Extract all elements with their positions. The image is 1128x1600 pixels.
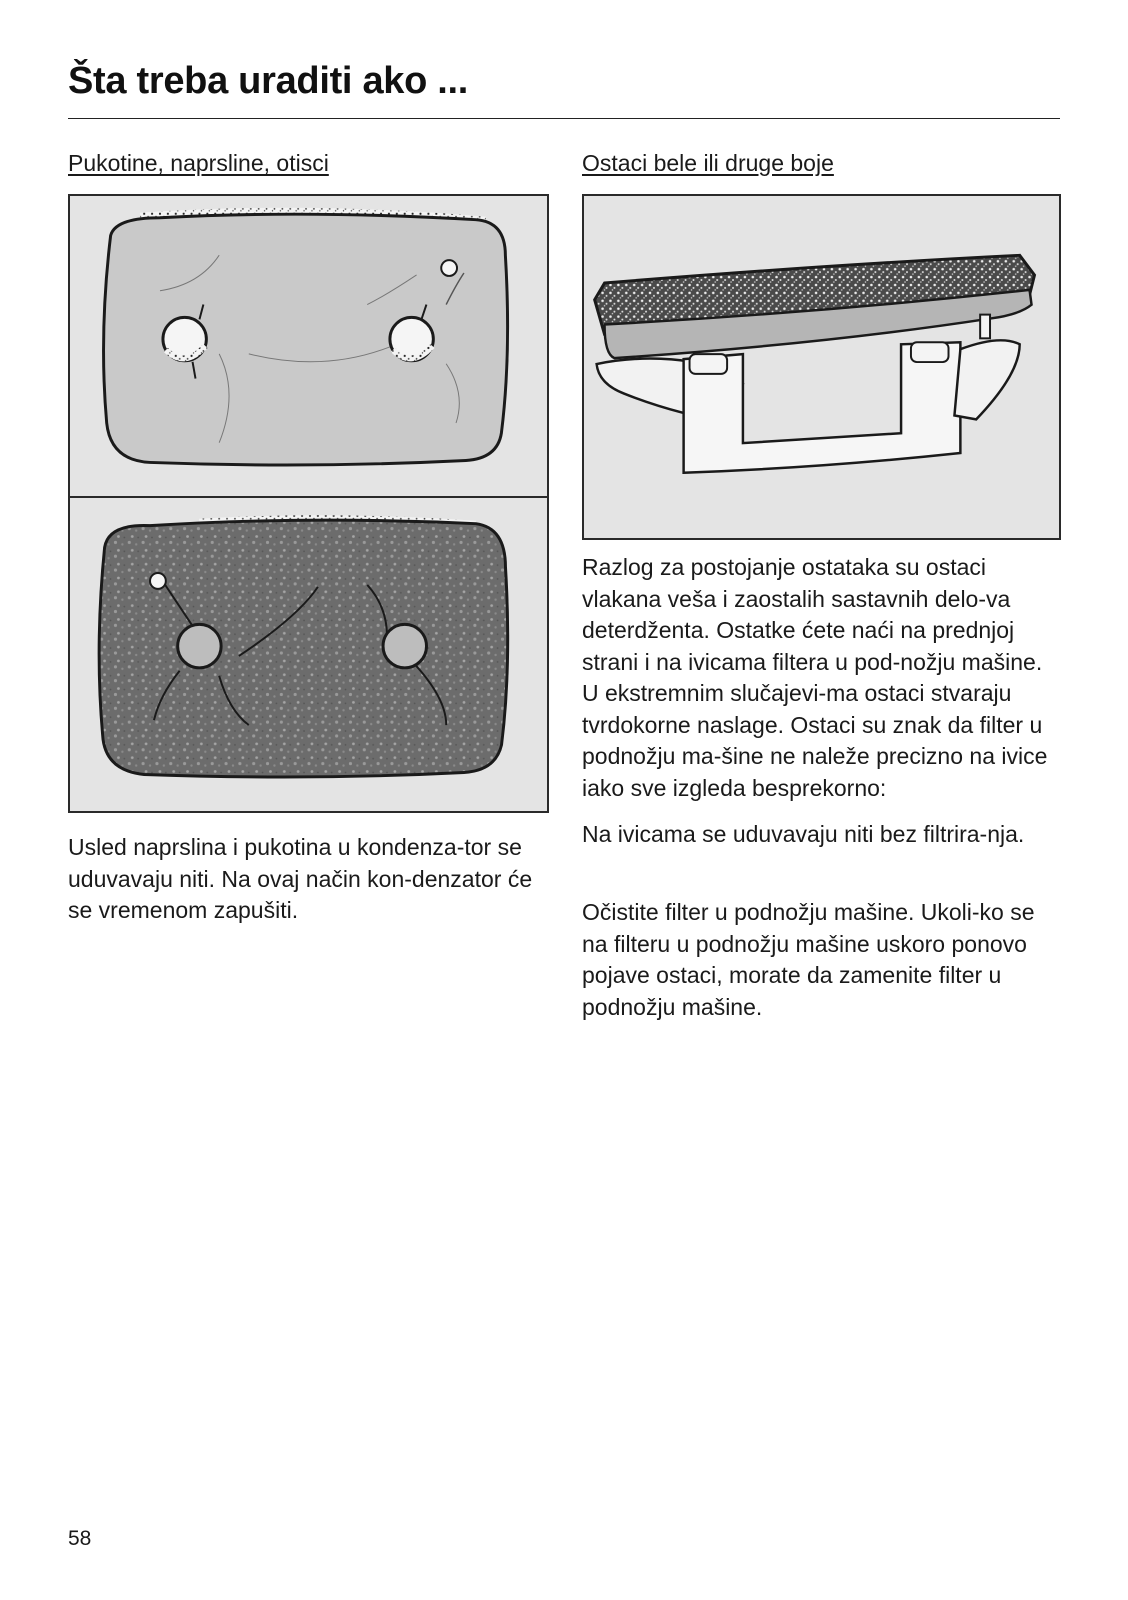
illustration-base-filter [582,194,1061,540]
filter-dark-drawing [70,498,547,811]
page-title: Šta treba uraditi ako ... [68,60,469,102]
cracks-description: Usled naprslina i pukotina u kondenza-tor se uduvavaju niti. Na ovaj način kon-denzator će se vremenom zapušiti. [68,834,533,923]
residue-effect: Na ivicama se uduvavaju niti bez filtrira-nja. [582,821,1025,847]
residue-cause: Razlog za postojanje ostataka su ostaci vlakana veša i zaostalih sastavnih delo-va deterdženta. Ostatke ćete naći na prednjoj strani i na ivicama filtera u pod-nožju mašine. U ekstremnim slučajevi-ma ostaci stvaraju tvrdokorne naslage. Ostaci su znak da filter u podnožju ma-šine ne naleže precizno na ivice iako sve izgleda besprekorno: [582,554,1048,801]
heading-cracks: Pukotine, naprsline, otisci [68,150,329,176]
filter-light-drawing [70,196,547,496]
illustration-filter-dark [68,496,549,813]
base-filter-drawing [584,196,1059,538]
heading-residue: Ostaci bele ili druge boje [582,150,834,176]
illustration-filter-light [68,194,549,498]
residue-remedy: Očistite filter u podnožju mašine. Ukoli-ko se na filteru u podnožju mašine uskoro ponovo pojave ostaci, morate da zamenite filter u podnožju mašine. [582,899,1035,1020]
title-divider [68,118,1060,119]
page-number: 58 [68,1527,92,1550]
